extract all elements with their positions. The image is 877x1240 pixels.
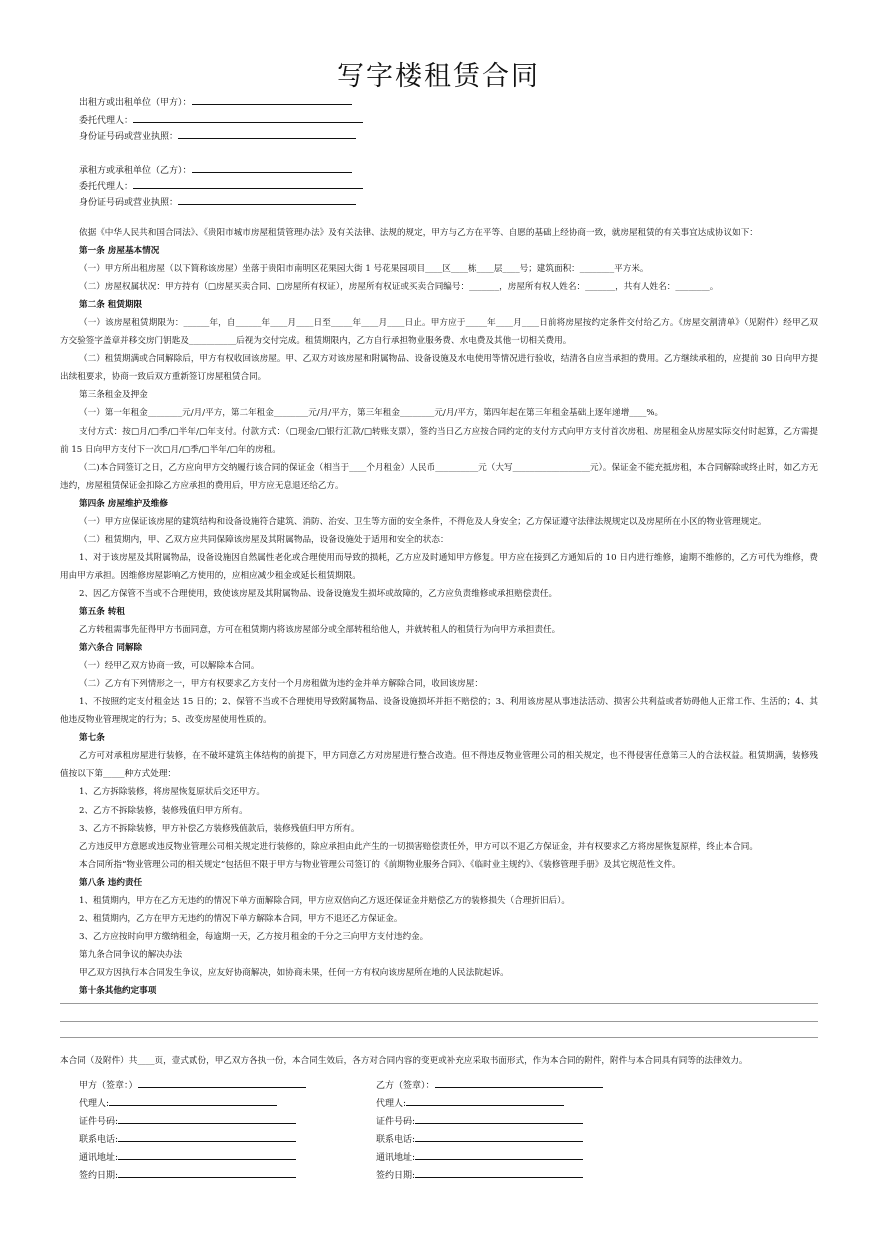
signature-blank[interactable] — [415, 1113, 583, 1124]
clause-paragraph: 第八条 违约责任 — [79, 877, 143, 888]
party-b-signature-block — [376, 1077, 603, 1185]
lessor-agent-label: 委托代理人： — [79, 116, 134, 126]
final-clause: 本合同（及附件）共____页，壹式贰份，甲乙双方各执一份，本合同生效后，各方对合同内容的变更或补充应采取书面形式，作为本合同的附件，附件与本合同具有同等的法律效力。 — [60, 1055, 748, 1066]
signature-blank[interactable] — [415, 1167, 583, 1178]
other-terms-line-2[interactable] — [60, 1021, 818, 1022]
clause-paragraph: 1、对于该房屋及其附属物品，设备设施因自然属性老化或合理使用而导致的损耗，乙方应及时通知甲方修复。甲方应在接到乙方通知后的 10 日内进行维修，逾期不维修的，乙方可代为维修，费用由甲方承担。因维修房屋影响乙方使用的，应相应减少租金或延长租赁期限。 — [60, 552, 818, 581]
signature-label: 签约日期: — [376, 1171, 416, 1181]
other-terms-line-3[interactable] — [60, 1037, 818, 1038]
clause-paragraph: 3、乙方不拆除装修，甲方补偿乙方装修残值款后，装修残值归甲方所有。 — [79, 823, 360, 834]
signature-row — [79, 1077, 306, 1095]
clause-paragraph: 甲乙双方因执行本合同发生争议，应友好协商解决，如协商未果，任何一方有权向该房屋所在地的人民法院起诉。 — [79, 967, 509, 978]
clause-paragraph: 第二条 租赁期限 — [79, 300, 143, 311]
clause-paragraph: 第十条其他约定事项 — [79, 985, 157, 996]
clause-paragraph: 第六条合 同解除 — [79, 643, 143, 654]
lessee-id-label: 身份证号码或营业执照： — [79, 198, 179, 208]
signature-row — [376, 1113, 603, 1131]
signature-label: 证件号码: — [376, 1117, 416, 1127]
signature-label: 乙方（签章）： — [376, 1081, 435, 1091]
clause-paragraph: 1、乙方拆除装修，将房屋恢复原状后交还甲方。 — [79, 787, 265, 798]
clause-paragraph: （二）房屋权属状况：甲方持有（□房屋买卖合同、□房屋所有权证），房屋所有权证或买卖合同编号：_______，房屋所有权人姓名：_______，共有人姓名：________。 — [79, 282, 719, 293]
lessor-name-blank[interactable] — [192, 95, 352, 105]
signature-row — [376, 1167, 603, 1185]
clause-paragraph: （一）经甲乙双方协商一致，可以解除本合同。 — [79, 661, 260, 672]
lessor-id-blank[interactable] — [178, 129, 356, 139]
clause-paragraph: （一）甲方所出租房屋（以下简称该房屋）坐落于贵阳市南明区花果园大街 1 号花果园项目____区____栋____层____号；建筑面积：________平方米。 — [79, 264, 649, 275]
signature-row — [79, 1113, 306, 1131]
clause-paragraph: 乙方转租需事先征得甲方书面同意，方可在租赁期内将该房屋部分或全部转租给他人，并就转租人的租赁行为向甲方承担责任。 — [79, 625, 561, 636]
signature-blank[interactable] — [118, 1167, 296, 1178]
signature-row — [79, 1149, 306, 1167]
signature-row — [79, 1095, 306, 1113]
lessee-name-label: 承租方或承租单位（乙方）： — [79, 166, 192, 176]
signature-blank[interactable] — [415, 1131, 583, 1142]
clause-paragraph: 第五条 转租 — [79, 606, 125, 617]
clause-paragraph: 1、不按照约定支付租金达 15 日的；2、保管不当或不合理使用导致附属物品、设备设施损坏并拒不赔偿的；3、利用该房屋从事违法活动、损害公共利益或者妨碍他人正常工作、生活的；4、其他违反物业管理规定的行为；5、改变房屋使用性质的。 — [60, 697, 818, 726]
lessee-name-blank[interactable] — [192, 163, 352, 173]
clause-paragraph: 第四条 房屋维护及维修 — [79, 498, 168, 509]
signature-row — [376, 1077, 603, 1095]
clause-paragraph: （二）乙方有下列情形之一，甲方有权要求乙方支付一个月房租做为违约金并单方解除合同，收回该房屋： — [79, 679, 483, 690]
signature-label: 签约日期: — [79, 1171, 119, 1181]
lessor-agent-blank[interactable] — [133, 113, 363, 123]
clause-paragraph: 第一条 房屋基本情况 — [79, 246, 160, 257]
lessee-agent-label: 委托代理人： — [79, 182, 134, 192]
signature-blank[interactable] — [406, 1095, 564, 1106]
signature-row — [376, 1095, 603, 1113]
clause-paragraph: 1、租赁期内，甲方在乙方无违约的情况下单方面解除合同，甲方应双倍向乙方返还保证金并赔偿乙方的装修损失（合理折旧后）。 — [79, 895, 571, 906]
signature-label: 通讯地址: — [79, 1153, 119, 1163]
clause-paragraph: 支付方式：按□月/□季/□半年/□年支付。付款方式：（□现金/□银行汇款/□转账支票），签约当日乙方应按合同约定的支付方式向甲方支付首次房租、房屋租金从房屋实际交付时起算，乙方需提前 15 日向甲方支付下一次□月/□季/□半年/□年的房租。 — [60, 426, 818, 455]
clause-paragraph: 第七条 — [79, 733, 105, 744]
signature-label: 证件号码: — [79, 1117, 119, 1127]
clause-paragraph: 乙方违反甲方意愿或违反物业管理公司相关规定进行装修的，除应承担由此产生的一切损害赔偿责任外，甲方可以不退乙方保证金，并有权要求乙方将房屋恢复原样，终止本合同。 — [79, 841, 758, 852]
lessor-id-label: 身份证号码或营业执照： — [79, 132, 179, 142]
lessee-id-blank[interactable] — [178, 195, 356, 205]
signature-blank[interactable] — [138, 1077, 306, 1088]
clause-paragraph: 第三条租金及押金 — [79, 390, 148, 401]
lessor-name-label: 出租方或出租单位（甲方）： — [79, 98, 192, 108]
lessor-agent-line — [79, 113, 363, 127]
clause-paragraph: 第九条合同争议的解决办法 — [79, 949, 183, 960]
signature-blank[interactable] — [118, 1131, 296, 1142]
clause-paragraph: （二)本合同签订之日，乙方应向甲方交纳履行该合同的保证金（相当于____个月租金）人民币__________元（大写__________________元）。保证金不能充抵房租，本合同解除或终止时，如乙方无违约，房屋租赁保证金扣除乙方应承担的费用后，甲方应无息退还给乙方。 — [60, 462, 818, 491]
lessee-name-line — [79, 163, 352, 177]
signature-label: 联系电话: — [79, 1135, 119, 1145]
signature-blank[interactable] — [435, 1077, 603, 1088]
signature-blank[interactable] — [118, 1149, 296, 1160]
party-a-signature-block — [79, 1077, 306, 1185]
signature-label: 代理人: — [376, 1099, 407, 1109]
lessor-id-line — [79, 129, 356, 143]
signature-label: 联系电话: — [376, 1135, 416, 1145]
signature-blank[interactable] — [109, 1095, 277, 1106]
clause-paragraph: 2、因乙方保管不当或不合理使用，致使该房屋及其附属物品、设备设施发生损坏或故障的，乙方应负责维修或承担赔偿责任。 — [79, 588, 558, 599]
lessor-name-line — [79, 95, 352, 109]
clause-paragraph: 2、租赁期内，乙方在甲方无违约的情况下单方解除本合同，甲方不退还乙方保证金。 — [79, 913, 403, 924]
signature-label: 代理人: — [79, 1099, 110, 1109]
clause-paragraph: 乙方可对承租房屋进行装修，在不破坏建筑主体结构的前提下，甲方同意乙方对房屋进行整合改造。但不得违反物业管理公司的相关规定，也不得侵害任意第三人的合法权益。租赁期满，装修残值按以下第_____种方式处理： — [60, 751, 818, 780]
signature-row — [376, 1149, 603, 1167]
clause-paragraph: 本合同所指“物业管理公司的相关规定”包括但不限于甲方与物业管理公司签订的《前期物业服务合同》、《临时业主规约》、《装修管理手册》及其它规范性文件。 — [79, 859, 681, 870]
lessee-id-line — [79, 195, 356, 209]
clause-paragraph: （一）第一年租金________元/月/平方，第二年租金________元/月/平方，第三年租金________元/月/平方，第四年起在第三年租金基础上逐年递增____%。 — [79, 408, 664, 419]
clause-paragraph: （一）该房屋租赁期限为：______年，自______年____月____日至_____年____月____日止。甲方应于_____年____月____日前将房屋按约定条件交付给乙方。《房屋交割清单》（见附件）经甲乙双方交验签字盖章并移交房门钥匙及___________后视为交付完成。租赁期限内，乙方自行承担物业服务费、水电费及其他一切相关费用。 — [60, 318, 818, 347]
contract-body — [60, 224, 818, 1000]
lessee-agent-blank[interactable] — [133, 179, 363, 189]
signature-label: 甲方（签章：） — [79, 1081, 138, 1091]
document-title: 写字楼租赁合同 — [337, 61, 540, 92]
signature-blank[interactable] — [415, 1149, 583, 1160]
clause-paragraph: （二）租赁期满或合同解除后，甲方有权收回该房屋。甲、乙双方对该房屋和附属物品、设备设施及水电使用等情况进行验收，结清各自应当承担的费用。乙方继续承租的，应提前 30 日向甲方提出续租要求，协商一致后双方重新签订房屋租赁合同。 — [60, 354, 818, 383]
clause-paragraph: 3、乙方应按时向甲方缴纳租金，每逾期一天，乙方按月租金的千分之三向甲方支付违约金。 — [79, 931, 429, 942]
signature-label: 通讯地址: — [376, 1153, 416, 1163]
signature-blank[interactable] — [118, 1113, 296, 1124]
other-terms-line-1[interactable] — [60, 1003, 818, 1004]
signature-row — [79, 1167, 306, 1185]
clause-paragraph: 依据《中华人民共和国合同法》、《贵阳市城市房屋租赁管理办法》及有关法律、法规的规定，甲方与乙方在平等、自愿的基础上经协商一致，就房屋租赁的有关事宜达成协议如下： — [79, 228, 758, 238]
signature-row — [79, 1131, 306, 1149]
signature-row — [376, 1131, 603, 1149]
clause-paragraph: 2、乙方不拆除装修，装修残值归甲方所有。 — [79, 805, 248, 816]
lessee-agent-line — [79, 179, 363, 193]
clause-paragraph: （二）租赁期内，甲、乙双方应共同保障该房屋及其附属物品，设备设施处于适用和安全的状态： — [79, 534, 449, 545]
clause-paragraph: （一）甲方应保证该房屋的建筑结构和设备设施符合建筑、消防、治安、卫生等方面的安全条件，不得危及人身安全；乙方保证遵守法律法规规定以及房屋所在小区的物业管理规定。 — [79, 516, 767, 527]
